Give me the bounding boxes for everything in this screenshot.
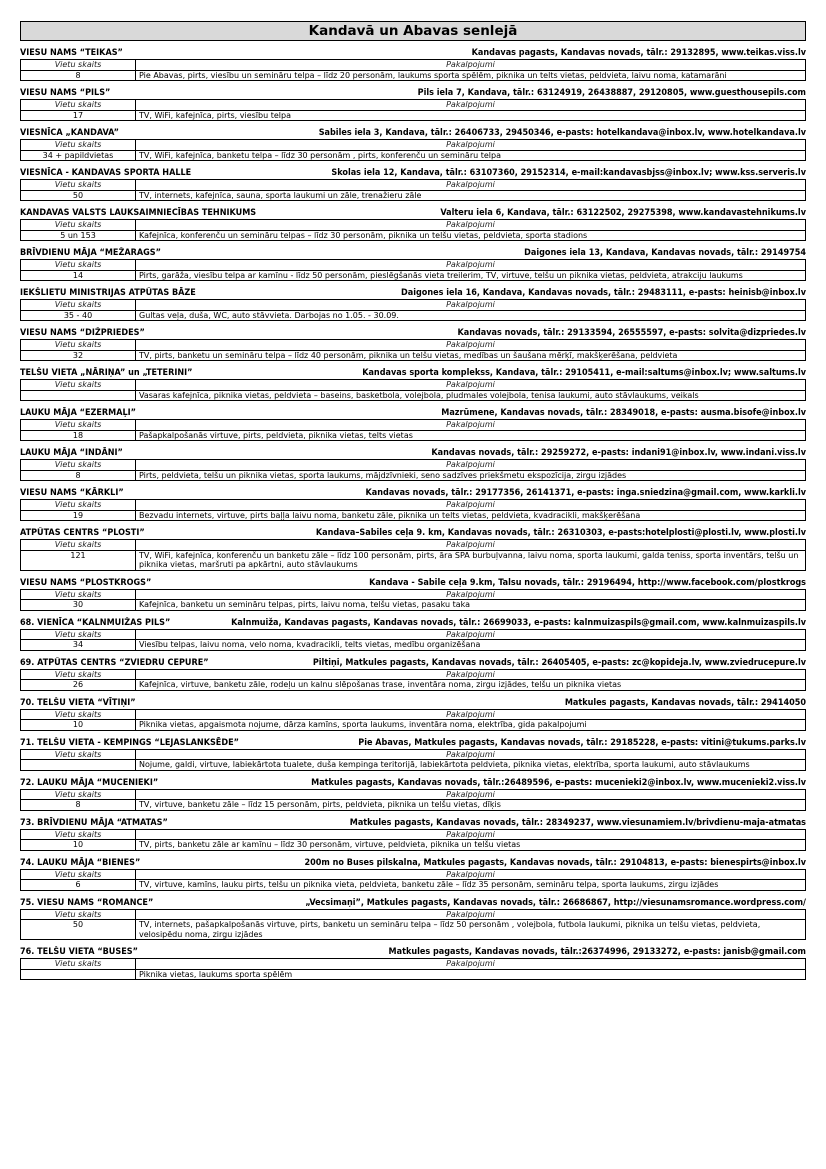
entry-table-values	[21, 270, 806, 281]
services-value: Bezvadu internets, virtuve, pirts baļļa laivu noma, banketu zāle, piknika un telts vietas, peldvieta, kvadracikli, makšķerēšana	[136, 510, 806, 521]
entry-table-values	[21, 720, 806, 731]
entry-header	[20, 527, 806, 539]
entry-table-values	[21, 110, 806, 121]
entry-table	[20, 869, 806, 891]
accommodation-entry	[20, 167, 806, 201]
services-value: Nojume, galdi, virtuve, labiekārtota tualete, duša kempinga teritorijā, labiekārtota peldvieta, piknika vietas, elektrība, sporta laukumi, auto stāvlaukums	[136, 760, 806, 771]
capacity-value: 8	[21, 70, 136, 81]
capacity-header: Vietu skaits	[21, 260, 136, 271]
entry-table-values	[21, 190, 806, 201]
services-value: Kafejnīca, virtuve, banketu zāle, rodeļu un kalnu slēpošanas trase, inventāra noma, zirgu izjādes, telšu un piknika vietas	[136, 680, 806, 691]
entry-name: 75. VIESU NAMS “ROMANCE”	[20, 897, 154, 908]
entry-table-values	[21, 600, 806, 611]
entry-header	[20, 447, 806, 459]
services-header: Pakalpojumi	[136, 589, 806, 600]
services-value: Viesību telpas, laivu noma, velo noma, kvadracikli, telts vietas, medību organizēšana	[136, 640, 806, 651]
entry-contact: Sabiles iela 3, Kandava, tālr.: 26406733, 29450346, e-pasts: hotelkandava@inbox.lv, www.hotelkandava.lv	[318, 128, 806, 138]
entry-table	[20, 539, 806, 571]
entry-name: VIESU NAMS “PILS”	[20, 88, 111, 98]
capacity-value: 50	[21, 920, 136, 940]
entry-table	[20, 379, 806, 401]
accommodation-entry	[20, 247, 806, 281]
services-header: Pakalpojumi	[136, 669, 806, 680]
entry-contact: Matkules pagasts, Kandavas novads, tālr.: 29414050	[564, 697, 806, 708]
accommodation-entry	[20, 817, 806, 851]
entry-header	[20, 697, 806, 709]
services-value: Piknika vietas, laukums sporta spēlēm	[136, 969, 806, 980]
entry-table	[20, 589, 806, 611]
services-value: Pašapkalpošanās virtuve, pirts, peldvieta, piknika vietas, telts vietas	[136, 430, 806, 441]
entry-table	[20, 499, 806, 521]
services-header: Pakalpojumi	[136, 260, 806, 271]
services-header: Pakalpojumi	[136, 959, 806, 970]
capacity-value: 26	[21, 680, 136, 691]
entry-header	[20, 577, 806, 589]
accommodation-list	[20, 47, 806, 980]
services-value: Kafejnīca, konferenču un semināru telpas – līdz 30 personām, piknika un telšu vietas, peldvieta, sporta stadions	[136, 230, 806, 241]
accommodation-entry	[20, 407, 806, 441]
entry-table	[20, 459, 806, 481]
entry-table-values	[21, 969, 806, 980]
services-header: Pakalpojumi	[136, 629, 806, 640]
entry-table-values	[21, 470, 806, 481]
document-page	[20, 0, 806, 980]
entry-table	[20, 179, 806, 201]
entry-table-values	[21, 680, 806, 691]
entry-name: 74. LAUKU MĀJA “BIENES”	[20, 857, 141, 868]
capacity-header: Vietu skaits	[21, 959, 136, 970]
capacity-header: Vietu skaits	[21, 709, 136, 720]
entry-name: 71. TELŠU VIETA - KEMPINGS “LEJASLANKSĒDE”	[20, 737, 239, 748]
entry-name: VIESU NAMS “PLOSTKROGS”	[20, 577, 152, 588]
entry-name: 68. VIENĪCA “KALNMUIŽAS PILS”	[20, 617, 171, 628]
accommodation-entry	[20, 207, 806, 241]
services-value: Kafejnīca, banketu un semināru telpas, pirts, laivu noma, telšu vietas, pasaku taka	[136, 600, 806, 611]
services-header: Pakalpojumi	[136, 220, 806, 231]
accommodation-entry	[20, 487, 806, 521]
entry-table-header	[21, 909, 806, 920]
entry-contact: Valteru iela 6, Kandava, tālr.: 63122502, 29275398, www.kandavastehnikums.lv	[440, 208, 806, 218]
accommodation-entry	[20, 87, 806, 121]
entry-table-header	[21, 869, 806, 880]
entry-table-values	[21, 390, 806, 401]
entry-header	[20, 287, 806, 299]
services-value: Pirts, peldvieta, telšu un piknika vietas, sporta laukums, mājdzīvnieki, seno sadzīves priekšmetu ekspozīcija, zirgu izjādes	[136, 470, 806, 481]
capacity-header: Vietu skaits	[21, 420, 136, 431]
entry-name: 73. BRĪVDIENU MĀJA “ATMATAS”	[20, 817, 168, 828]
capacity-value: 35 - 40	[21, 310, 136, 321]
entry-contact: Mazrūmene, Kandavas novads, tālr.: 28349018, e-pasts: ausma.bisofe@inbox.lv	[441, 408, 806, 418]
entry-header	[20, 946, 806, 958]
entry-table	[20, 909, 806, 941]
entry-table-header	[21, 789, 806, 800]
services-value: TV, WiFi, kafejnīca, konferenču un banketu zāle – līdz 100 personām, pirts, āra SPA burbuļvanna, laivu noma, sporta laukumi, galda teniss, sporta inventārs, telšu un piknika vietas, maršruti pa apkārtni, auto stāvlaukums	[136, 550, 806, 570]
services-value: Vasaras kafejnīca, piknika vietas, peldvieta – baseins, basketbola, volejbola, pludmales volejbola, tenisa laukumi, auto stāvlaukums, veikals	[136, 390, 806, 401]
entry-name: LAUKU MĀJA “EZERMAĻI”	[20, 408, 136, 418]
entry-header	[20, 897, 806, 909]
capacity-header: Vietu skaits	[21, 60, 136, 71]
entry-table	[20, 339, 806, 361]
entry-table	[20, 749, 806, 771]
services-value: TV, pirts, banketu zāle ar kamīnu – līdz 30 personām, virtuve, peldvieta, piknika un telšu vietas	[136, 840, 806, 851]
services-value: TV, internets, pašapkalpošanās virtuve, pirts, banketu un semināru telpa – līdz 50 personām , volejbola, futbola laukumi, piknika un telšu vietas, peldvieta, velosipēdu noma, zirgu izjādes	[136, 920, 806, 940]
capacity-header: Vietu skaits	[21, 540, 136, 551]
entry-header	[20, 737, 806, 749]
services-header: Pakalpojumi	[136, 749, 806, 760]
entry-name: IEKŠLIETU MINISTRIJAS ATPŪTAS BĀZE	[20, 288, 196, 298]
entry-header	[20, 207, 806, 219]
services-value: TV, WiFi, kafejnīca, banketu telpa – līdz 30 personām , pirts, konferenču un semināru telpa	[136, 150, 806, 161]
capacity-header: Vietu skaits	[21, 500, 136, 511]
entry-header	[20, 367, 806, 379]
accommodation-entry	[20, 127, 806, 161]
accommodation-entry	[20, 697, 806, 731]
capacity-header: Vietu skaits	[21, 749, 136, 760]
capacity-value: 5 un 153	[21, 230, 136, 241]
capacity-header: Vietu skaits	[21, 869, 136, 880]
entry-table-values	[21, 550, 806, 570]
entry-table-header	[21, 380, 806, 391]
entry-contact: Daigones iela 16, Kandava, Kandavas novads, tālr.: 29483111, e-pasts: heinisb@inbox.lv	[401, 288, 806, 298]
entry-contact: Kandavas sporta komplekss, Kandava, tālr.: 29105411, e-mail:saltums@inbox.lv; www.saltums.lv	[362, 368, 806, 378]
entry-contact: Pie Abavas, Matkules pagasts, Kandavas novads, tālr.: 29185228, e-pasts: vitini@tukums.parks.lv	[358, 737, 806, 748]
entry-table-values	[21, 640, 806, 651]
entry-table-header	[21, 100, 806, 111]
capacity-value: 30	[21, 600, 136, 611]
accommodation-entry	[20, 527, 806, 571]
entry-header	[20, 247, 806, 259]
capacity-header: Vietu skaits	[21, 140, 136, 151]
capacity-header: Vietu skaits	[21, 220, 136, 231]
entry-header	[20, 127, 806, 139]
entry-contact: Kandavas novads, tālr.: 29177356, 26141371, e-pasts: inga.sniedzina@gmail.com, www.karkli.lv	[365, 488, 806, 498]
capacity-value: 17	[21, 110, 136, 121]
entry-name: ATPŪTAS CENTRS “PLOSTI”	[20, 528, 145, 538]
entry-header	[20, 487, 806, 499]
services-header: Pakalpojumi	[136, 460, 806, 471]
entry-contact: Kalnmuiža, Kandavas pagasts, Kandavas novads, tālr.: 26699033, e-pasts: kalnmuizaspils@gmail.com, www.kalnmuizaspils.lv	[231, 617, 806, 628]
accommodation-entry	[20, 287, 806, 321]
entry-table-header	[21, 669, 806, 680]
entry-table	[20, 669, 806, 691]
services-value: Gultas veļa, duša, WC, auto stāvvieta. Darbojas no 1.05. - 30.09.	[136, 310, 806, 321]
entry-header	[20, 657, 806, 669]
entry-contact: Kandava–Sabiles ceļa 9. km, Kandavas novads, tālr.: 26310303, e-pasts:hotelplosti@plosti.lv, www.plosti.lv	[315, 528, 806, 538]
capacity-value	[21, 390, 136, 401]
entry-table-header	[21, 829, 806, 840]
accommodation-entry	[20, 367, 806, 401]
entry-contact: „Vecsimaņi”, Matkules pagasts, Kandavas novads, tālr.: 26686867, http://viesunamsromance.wordpress.com/	[305, 897, 806, 908]
accommodation-entry	[20, 617, 806, 651]
entry-table	[20, 99, 806, 121]
capacity-value: 18	[21, 430, 136, 441]
services-header: Pakalpojumi	[136, 300, 806, 311]
page-title: Kandavā un Abavas senlejā	[20, 21, 806, 41]
capacity-header: Vietu skaits	[21, 460, 136, 471]
entry-table-header	[21, 959, 806, 970]
services-value: TV, pirts, banketu un semināru telpa – līdz 40 personām, piknika un telšu vietas, medības un šaušana mērķī, makšķerēšana, peldvieta	[136, 350, 806, 361]
entry-table-values	[21, 150, 806, 161]
entry-name: KANDAVAS VALSTS LAUKSAIMNIECĪBAS TEHNIKUMS	[20, 208, 257, 218]
entry-contact: Pils iela 7, Kandava, tālr.: 63124919, 26438887, 29120805, www.guesthousepils.com	[417, 88, 806, 98]
entry-table-values	[21, 230, 806, 241]
accommodation-entry	[20, 777, 806, 811]
entry-table-header	[21, 749, 806, 760]
entry-table-values	[21, 430, 806, 441]
entry-name: VIESU NAMS “DIŽPRIEDES”	[20, 328, 145, 338]
entry-header	[20, 407, 806, 419]
services-header: Pakalpojumi	[136, 789, 806, 800]
accommodation-entry	[20, 47, 806, 81]
entry-name: TELŠU VIETA „NĀRIŅA” un „TETERINI”	[20, 368, 193, 378]
entry-contact: Matkules pagasts, Kandavas novads, tālr.:26374996, 29133272, e-pasts: janisb@gmail.com	[388, 947, 806, 957]
entry-table-values	[21, 350, 806, 361]
capacity-value: 8	[21, 800, 136, 811]
capacity-value: 50	[21, 190, 136, 201]
services-value: Piknika vietas, apgaismota nojume, dārza kamīns, sporta laukums, inventāra noma, elektrība, gida pakalpojumi	[136, 720, 806, 731]
services-header: Pakalpojumi	[136, 500, 806, 511]
entry-table-header	[21, 420, 806, 431]
entry-table-header	[21, 629, 806, 640]
services-value: Pirts, garāža, viesību telpa ar kamīnu - līdz 50 personām, pieslēgšanās vieta treilerim, TV, virtuve, telšu un piknika vietas, peldvieta, atrakciju laukums	[136, 270, 806, 281]
accommodation-entry	[20, 946, 806, 980]
services-value: TV, internets, kafejnīca, sauna, sporta laukumi un zāle, trenažieru zāle	[136, 190, 806, 201]
services-header: Pakalpojumi	[136, 709, 806, 720]
entry-table-values	[21, 760, 806, 771]
capacity-header: Vietu skaits	[21, 669, 136, 680]
entry-name: VIESU NAMS “TEIKAS”	[20, 48, 123, 58]
services-value: TV, virtuve, kamīns, lauku pirts, telšu un piknika vieta, peldvieta, banketu zāle – līdz 35 personām, semināru telpa, sporta laukums, zirgu izjādes	[136, 880, 806, 891]
entry-table-values	[21, 800, 806, 811]
capacity-value: 34 + papildvietas	[21, 150, 136, 161]
entry-contact: Matkules pagasts, Kandavas novads, tālr.: 28349237, www.viesunamiem.lv/brivdienu-maja-atmatas	[349, 817, 806, 828]
entry-header	[20, 167, 806, 179]
entry-table-header	[21, 589, 806, 600]
accommodation-entry	[20, 737, 806, 771]
services-value: TV, virtuve, banketu zāle – līdz 15 personām, pirts, peldvieta, piknika un telšu vietas, dīķis	[136, 800, 806, 811]
capacity-value: 8	[21, 470, 136, 481]
entry-table-header	[21, 60, 806, 71]
services-header: Pakalpojumi	[136, 100, 806, 111]
entry-header	[20, 327, 806, 339]
services-header: Pakalpojumi	[136, 340, 806, 351]
entry-table	[20, 259, 806, 281]
entry-name: 76. TELŠU VIETA “BUSES”	[20, 947, 138, 957]
entry-table-values	[21, 310, 806, 321]
capacity-value: 19	[21, 510, 136, 521]
services-header: Pakalpojumi	[136, 380, 806, 391]
entry-table-values	[21, 880, 806, 891]
entry-table-header	[21, 540, 806, 551]
services-value: Pie Abavas, pirts, viesību un semināru telpa – līdz 20 personām, laukums sporta spēlēm, piknika un telts vietas, peldvieta, laivu noma, katamarāni	[136, 70, 806, 81]
entry-table-header	[21, 709, 806, 720]
entry-contact: 200m no Buses pilskalna, Matkules pagasts, Kandavas novads, tālr.: 29104813, e-pasts: bienespirts@inbox.lv	[304, 857, 806, 868]
capacity-value: 10	[21, 720, 136, 731]
accommodation-entry	[20, 577, 806, 611]
entry-contact: Kandavas novads, tālr.: 29133594, 26555597, e-pasts: solvita@dizpriedes.lv	[457, 328, 806, 338]
accommodation-entry	[20, 327, 806, 361]
entry-table-header	[21, 460, 806, 471]
services-header: Pakalpojumi	[136, 540, 806, 551]
entry-name: 69. ATPŪTAS CENTRS “ZVIEDRU CEPURE”	[20, 657, 209, 668]
entry-table	[20, 709, 806, 731]
capacity-value	[21, 760, 136, 771]
capacity-value: 10	[21, 840, 136, 851]
entry-header	[20, 47, 806, 59]
services-header: Pakalpojumi	[136, 140, 806, 151]
entry-table	[20, 299, 806, 321]
capacity-header: Vietu skaits	[21, 789, 136, 800]
entry-table-header	[21, 300, 806, 311]
entry-table	[20, 419, 806, 441]
capacity-header: Vietu skaits	[21, 909, 136, 920]
services-header: Pakalpojumi	[136, 60, 806, 71]
capacity-header: Vietu skaits	[21, 340, 136, 351]
entry-table	[20, 139, 806, 161]
entry-table-values	[21, 510, 806, 521]
entry-table	[20, 59, 806, 81]
entry-table	[20, 958, 806, 980]
capacity-header: Vietu skaits	[21, 829, 136, 840]
services-header: Pakalpojumi	[136, 180, 806, 191]
entry-table-header	[21, 500, 806, 511]
entry-table-header	[21, 140, 806, 151]
entry-name: VIESU NAMS “KĀRKLI”	[20, 488, 124, 498]
entry-table	[20, 219, 806, 241]
accommodation-entry	[20, 447, 806, 481]
entry-header	[20, 87, 806, 99]
entry-contact: Kandavas novads, tālr.: 29259272, e-pasts: indani91@inbox.lv, www.indani.viss.lv	[431, 448, 806, 458]
entry-table-header	[21, 180, 806, 191]
services-value: TV, WiFi, kafejnīca, pirts, viesību telpa	[136, 110, 806, 121]
capacity-header: Vietu skaits	[21, 380, 136, 391]
entry-table-header	[21, 220, 806, 231]
entry-table-header	[21, 340, 806, 351]
entry-header	[20, 817, 806, 829]
entry-name: VIESNĪCA „KANDAVA”	[20, 128, 119, 138]
capacity-header: Vietu skaits	[21, 589, 136, 600]
entry-contact: Daigones iela 13, Kandava, Kandavas novads, tālr.: 29149754	[524, 248, 806, 258]
capacity-value: 32	[21, 350, 136, 361]
capacity-header: Vietu skaits	[21, 629, 136, 640]
entry-name: LAUKU MĀJA “INDĀNI”	[20, 448, 123, 458]
entry-contact: Kandavas pagasts, Kandavas novads, tālr.: 29132895, www.teikas.viss.lv	[471, 48, 806, 58]
entry-name: BRĪVDIENU MĀJA “MEŽARAGS”	[20, 248, 161, 258]
entry-contact: Matkules pagasts, Kandavas novads, tālr.:26489596, e-pasts: mucenieki2@inbox.lv, www.mucenieki2.viss.lv	[311, 777, 806, 788]
entry-contact: Piltiņi, Matkules pagasts, Kandavas novads, tālr.: 26405405, e-pasts: zc@kopideja.lv, www.zviedrucepure.lv	[312, 657, 806, 668]
entry-contact: Kandava - Sabile ceļa 9.km, Talsu novads, tālr.: 29196494, http://www.facebook.com/plostkrogs	[369, 577, 806, 588]
services-header: Pakalpojumi	[136, 909, 806, 920]
entry-table-values	[21, 920, 806, 940]
capacity-header: Vietu skaits	[21, 100, 136, 111]
services-header: Pakalpojumi	[136, 420, 806, 431]
entry-name: 72. LAUKU MĀJA “MUCENIEKI”	[20, 777, 159, 788]
accommodation-entry	[20, 857, 806, 891]
capacity-value: 121	[21, 550, 136, 570]
capacity-value: 14	[21, 270, 136, 281]
capacity-header: Vietu skaits	[21, 180, 136, 191]
entry-table	[20, 789, 806, 811]
entry-name: 70. TELŠU VIETA “VĪTIŅI”	[20, 697, 136, 708]
entry-name: VIESNĪCA - KANDAVAS SPORTA HALLE	[20, 168, 192, 178]
entry-contact: Skolas iela 12, Kandava, tālr.: 63107360, 29152314, e-mail:kandavasbjss@inbox.lv; www.kss.serveris.lv	[331, 168, 806, 178]
entry-table-values	[21, 840, 806, 851]
capacity-value: 34	[21, 640, 136, 651]
entry-table-header	[21, 260, 806, 271]
services-header: Pakalpojumi	[136, 869, 806, 880]
entry-table	[20, 629, 806, 651]
services-header: Pakalpojumi	[136, 829, 806, 840]
accommodation-entry	[20, 897, 806, 941]
entry-table-values	[21, 70, 806, 81]
entry-header	[20, 617, 806, 629]
capacity-value	[21, 969, 136, 980]
capacity-header: Vietu skaits	[21, 300, 136, 311]
accommodation-entry	[20, 657, 806, 691]
entry-table	[20, 829, 806, 851]
entry-header	[20, 857, 806, 869]
capacity-value: 6	[21, 880, 136, 891]
entry-header	[20, 777, 806, 789]
